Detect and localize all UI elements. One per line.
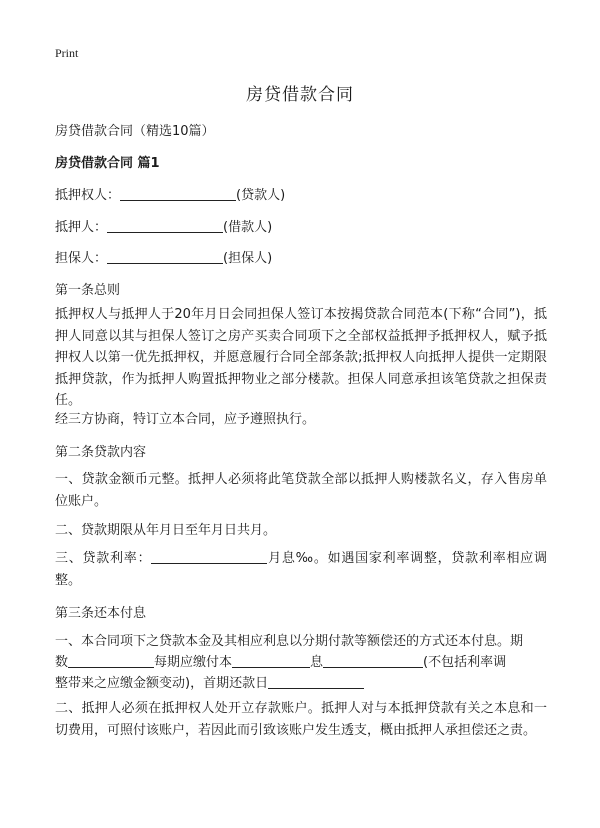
- clause-3-1-line1: 一、本合同项下之贷款本金及其相应利息以分期付款等额偿还的方式还本付息。期: [55, 634, 524, 649]
- clause-2-3-suffix: 月息‰。如遇国家利率调整，贷款利率相应调整。: [55, 551, 547, 588]
- print-link[interactable]: Print: [55, 46, 79, 60]
- blank-field: [107, 218, 223, 233]
- clause-3-1-line2: [55, 651, 506, 670]
- party-suffix: (担保人): [223, 251, 273, 266]
- clause-3-1-text: (不包括利率调: [423, 655, 507, 670]
- blank-field: [323, 653, 423, 668]
- blank-field: [151, 549, 267, 564]
- clause-2-2: 二、贷款期限从年月日至年月日共月。: [55, 523, 277, 538]
- article-2-title: 第二条贷款内容: [55, 445, 147, 460]
- clause-2-3-prefix: 三、贷款利率：: [55, 551, 152, 566]
- party-label: 抵押权人：: [55, 188, 121, 203]
- clause-3-1-text: 整带来之应缴金额变动)，首期还款日: [55, 676, 269, 691]
- party-guarantor: [55, 247, 272, 266]
- clause-3-1-text: 数: [55, 655, 69, 670]
- party-suffix: (借款人): [223, 220, 273, 235]
- blank-field: [120, 186, 236, 201]
- agreement-text: 经三方协商，特订立本合同，应予遵照执行。: [55, 412, 316, 427]
- clause-2-3: [55, 548, 547, 591]
- document-subtitle: 房贷借款合同（精选10篇）: [55, 124, 215, 139]
- party-suffix: (贷款人): [236, 188, 286, 203]
- clause-3-1-text: 息: [310, 655, 324, 670]
- article-3-title: 第三条还本付息: [55, 606, 147, 621]
- party-mortgagee: [55, 184, 285, 203]
- party-mortgagor: [55, 216, 272, 235]
- clause-3-1-line3: [55, 672, 364, 691]
- article-1-text: 抵押权人与抵押人于20年月日会同担保人签订本按揭贷款合同范本(下称“合同”)，抵押人同意以其与担保人签订之房产买卖合同项下之全部权益抵押予抵押权人，赋予抵押权人以第一优先抵押权，并愿意履行合同全部条款;抵押权人向抵押人提供一定期限抵押贷款，作为抵押人购置抵押物业之部分楼款。担保人同意承担该笔贷款之担保责任。: [55, 307, 547, 408]
- clause-2-1: 一、贷款金额币元整。抵押人必须将此笔贷款全部以抵押人购楼款名义，存入售房单位账户。: [55, 472, 547, 509]
- clause-3-2: 二、抵押人必须在抵押权人处开立存款账户。抵押人对与本抵押贷款有关之本息和一切费用，可照付该账户，若因此而引致该账户发生透支，概由抵押人承担偿还之责。: [55, 701, 547, 738]
- blank-field: [107, 249, 223, 264]
- blank-field: [268, 674, 364, 689]
- blank-field: [232, 653, 310, 668]
- clause-3-1-text: 每期应缴付本: [154, 655, 233, 670]
- document-title: 房贷借款合同: [246, 85, 354, 105]
- section-title: 房贷借款合同 篇1: [55, 156, 160, 171]
- party-label: 抵押人：: [55, 220, 108, 235]
- article-1-title: 第一条总则: [55, 283, 121, 298]
- blank-field: [68, 653, 154, 668]
- party-label: 担保人：: [55, 251, 108, 266]
